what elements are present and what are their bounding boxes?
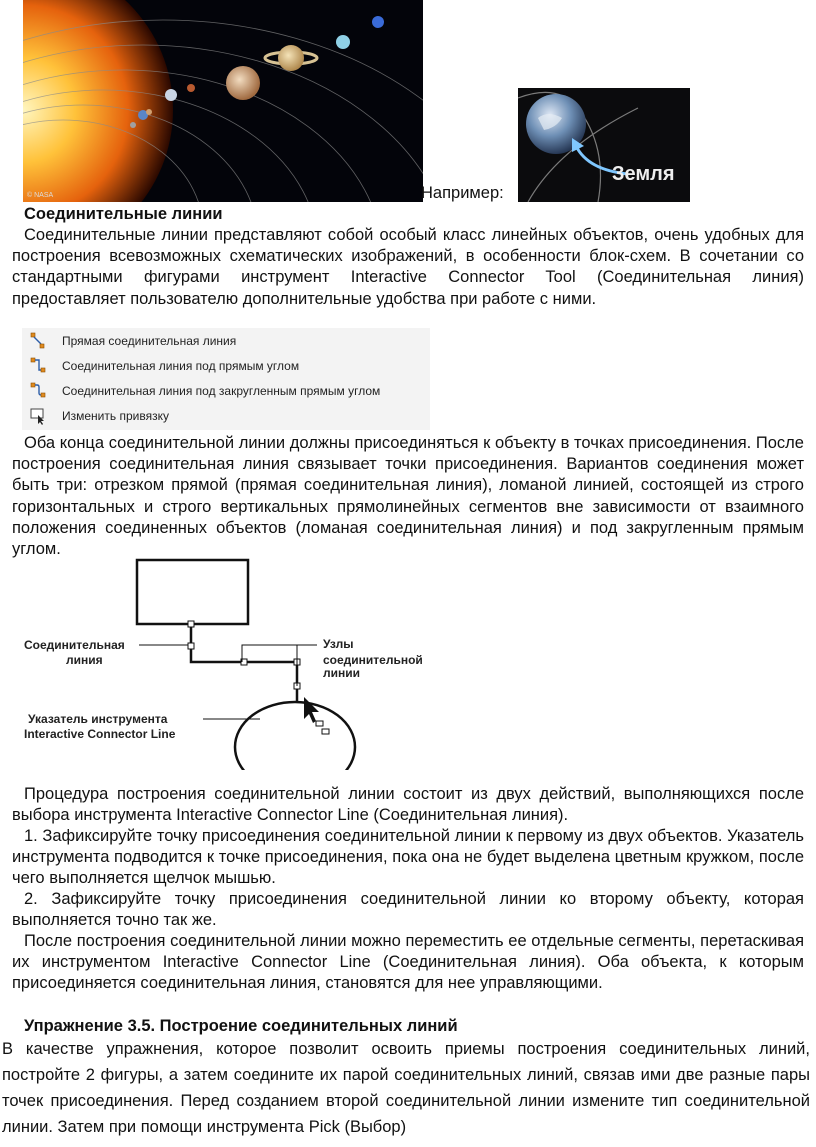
exercise-title: Упражнение 3.5. Построение соединительных линий <box>24 1017 458 1035</box>
right-angle-connector-icon <box>22 354 62 378</box>
paragraph-procedure: Процедура построения соединительной линии состоит из двух действий, выполняющихся после выбора инструмента Interactive Connector Line (Соединительная линия). <box>12 785 804 825</box>
pointer-label-1: Указатель инструмента <box>28 712 168 726</box>
diagram-rectangle <box>137 560 248 624</box>
menu-item-label: Изменить привязку <box>62 409 169 423</box>
straight-connector-icon <box>22 329 62 353</box>
paragraph-after-connect: После построения соединительной линии можно переместить ее отдельные сегменты, перетаскивая их инструментом Interactive Connector Line (Соединительная линия). Оба объекта, к которым присоединяется соединительная линия, становятся для нее управляющими. <box>12 932 804 993</box>
menu-item-label: Соединительная линия под прямым углом <box>62 359 300 373</box>
solar-system-image <box>23 0 423 202</box>
pointer-label-2: Interactive Connector Line <box>24 727 176 741</box>
menu-item-label: Соединительная линия под закругленным прямым углом <box>62 384 381 398</box>
example-label: Например: <box>421 184 504 202</box>
menu-item-label: Прямая соединительная линия <box>62 334 237 348</box>
paragraph-exercise: В качестве упражнения, которое позволит освоить приемы построения соединительных линий, постройте 2 фигуры, а затем соедините их парой соединительных линий, связав ими две разные пары точек присоединения. Перед созданием второй соединительной линии измените тип соединительной линии. Затем при помощи инструмента Pick (Выбор) <box>2 1040 810 1136</box>
paragraph-intro: Соединительные линии представляют собой особый класс линейных объектов, очень удобных для построения всевозможных схематических изображений, в особенности блок-схем. В сочетании со стандартными фигурами инструмент Interactive Connector Tool (Соединительная линия) предоставляет пользователю дополнительные удобства при работе с ними. <box>12 226 804 308</box>
paragraph-connection-ends: Оба конца соединительной линии должны присоединяться к объекту в точках присоединения. После построения соединительная линия связывает точки присоединения. Вариантов соединения может быть три: отрезком прямой (прямая соединительная линия), ломаной линией, состоящей из строго горизонтальных и строго вертикальных прямолинейных сегментов вне зависимости от взаимного положения соединенных объектов (ломаная соединительная линия) и под закругленным прямым углом. <box>12 434 804 559</box>
earth-caption: Земля <box>612 163 675 185</box>
nodes-label-3: линии <box>323 666 361 680</box>
rounded-right-angle-connector-icon <box>22 379 62 403</box>
connector-type-menu <box>22 328 430 430</box>
menu-item-right-angle-connector[interactable] <box>22 354 430 378</box>
connector-diagram <box>20 555 450 770</box>
connector-label-2: линия <box>66 653 103 667</box>
edit-anchor-icon <box>22 404 62 428</box>
nasa-credit: © NASA <box>27 192 54 199</box>
connector-label-1: Соединительная <box>24 638 125 652</box>
menu-item-straight-connector[interactable] <box>22 329 430 353</box>
menu-item-edit-anchor[interactable] <box>22 404 430 428</box>
menu-item-rounded-connector[interactable] <box>22 379 430 403</box>
earth-image <box>518 88 690 202</box>
step-1: 1. Зафиксируйте точку присоединения соединительной линии к первому из двух объектов. Указатель инструмента подводится к точке присоединения, пока она не будет выделена цветным кружком, после чего выполняется щелчок мышью. <box>12 827 804 888</box>
diagram-ellipse <box>235 702 355 770</box>
nodes-label-1: Узлы <box>323 637 354 651</box>
nodes-label-2: соединительной <box>323 653 423 667</box>
step-2: 2. Зафиксируйте точку присоединения соединительной линии ко второму объекту, которая выполняется точно так же. <box>12 890 804 930</box>
section-title: Соединительные линии <box>24 205 223 223</box>
